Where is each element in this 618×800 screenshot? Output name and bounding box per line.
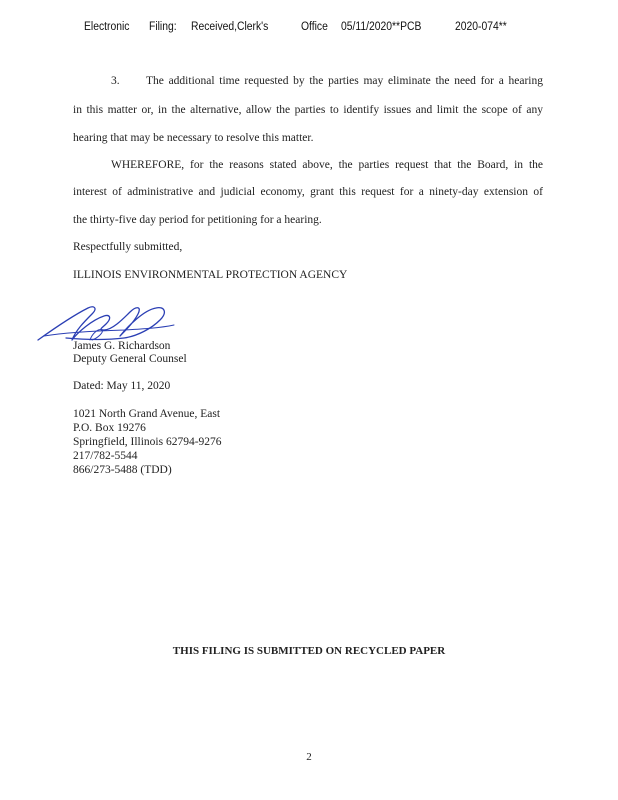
stamp-date-pcb: 05/11/2020**PCB	[341, 21, 422, 33]
signer-name: James G. Richardson	[73, 340, 171, 352]
filing-stamp	[0, 21, 618, 35]
paragraph-3-line-2: in this matter or, in the alternative, allow the parties to identify issues and limit the scope of any	[73, 104, 543, 116]
closing-text: Respectfully submitted,	[73, 241, 183, 253]
wherefore-line-2: interest of administrative and judicial economy, grant this request for a ninety-day extension of	[73, 186, 543, 198]
paragraph-3-line-3: hearing that may be necessary to resolve this matter.	[73, 132, 314, 144]
paragraph-number: 3.	[111, 75, 120, 87]
recycled-paper-note: THIS FILING IS SUBMITTED ON RECYCLED PAPER	[172, 645, 446, 657]
stamp-filing: Filing:	[149, 21, 177, 33]
signer-title: Deputy General Counsel	[73, 353, 187, 365]
stamp-office: Office	[301, 21, 328, 33]
address-street: 1021 North Grand Avenue, East	[73, 408, 221, 420]
tdd-number: 866/273-5488 (TDD)	[73, 464, 172, 476]
stamp-received: Received,Clerk's	[191, 21, 269, 33]
stamp-case-number: 2020-074**	[455, 21, 507, 33]
agency-name: ILLINOIS ENVIRONMENTAL PROTECTION AGENCY	[73, 269, 348, 281]
page-number: 2	[306, 751, 312, 763]
wherefore-line-3: the thirty-five day period for petitioning for a hearing.	[73, 214, 322, 226]
paragraph-3-line-1: The additional time requested by the parties may eliminate the need for a hearing	[146, 75, 543, 87]
dated-line: Dated: May 11, 2020	[73, 380, 171, 392]
stamp-electronic: Electronic	[84, 21, 130, 33]
wherefore-line-1: WHEREFORE, for the reasons stated above, the parties request that the Board, in the	[111, 159, 543, 171]
phone-number: 217/782-5544	[73, 450, 138, 462]
address-city: Springfield, Illinois 62794-9276	[73, 436, 222, 448]
address-po-box: P.O. Box 19276	[73, 422, 146, 434]
